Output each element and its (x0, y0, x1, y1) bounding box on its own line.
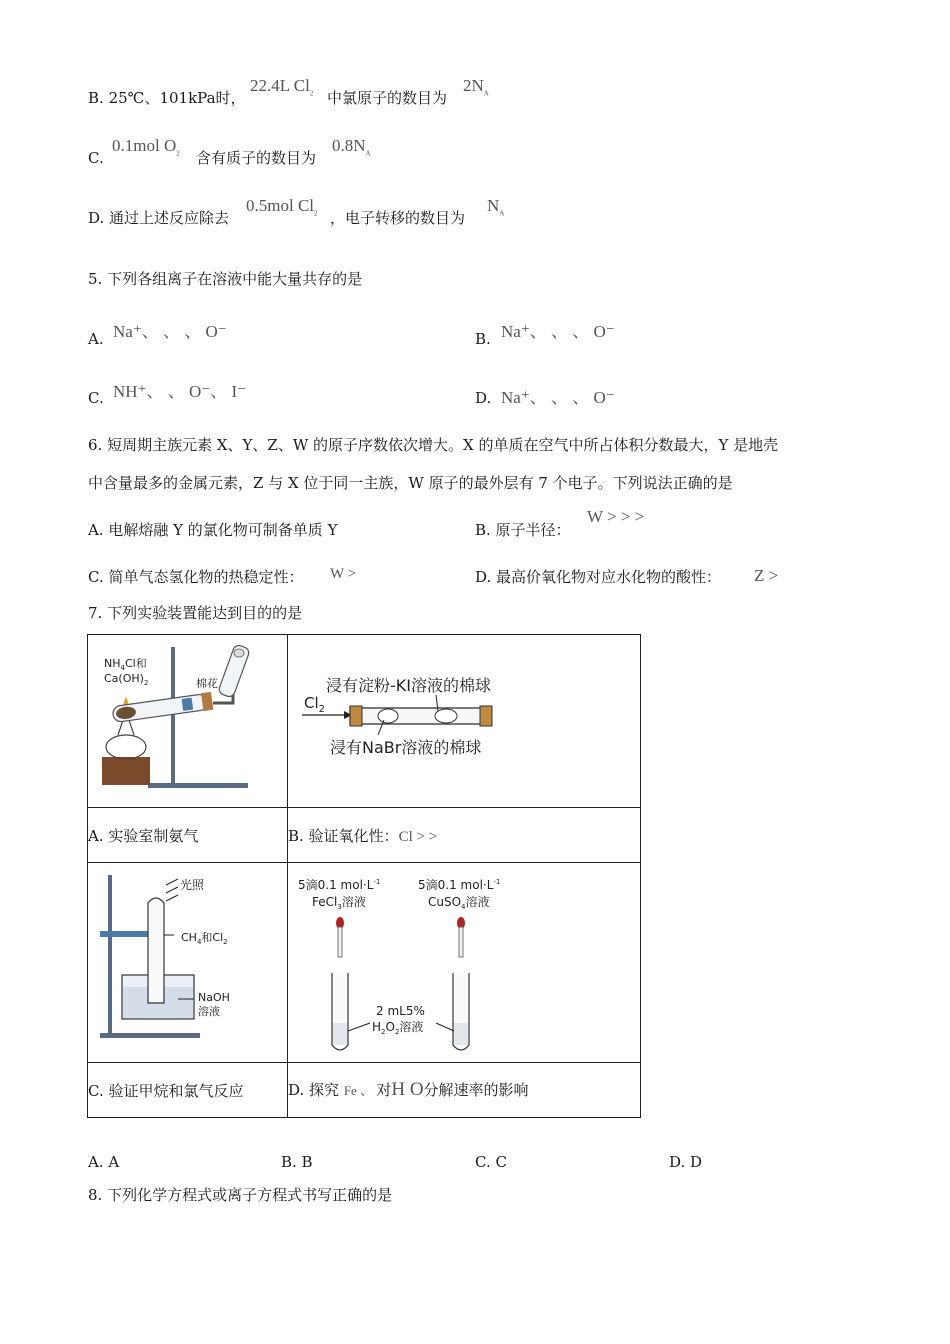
methane-chlorine-figure (88, 863, 287, 1058)
naoh-label: NaOH (198, 991, 230, 1004)
fecl3-drops-label: 5滴0.1 $mol\cdot L^{-1}$ (298, 878, 381, 892)
q5-a-ions: Na⁺、 、 、 O⁻ (113, 322, 227, 341)
cotton-label: 棉花 (196, 677, 218, 690)
gas-mixture-label: $CH_4$和$Cl_2$ (181, 931, 228, 946)
q7-caption-b: B. 验证氧化性：Cl > > (288, 808, 641, 863)
q4-c-formula1: 0.1mol $O_2$ (112, 136, 180, 158)
q7-choice-b: B. B (281, 1153, 313, 1171)
q4-d-mid: ，电子转移的数目为 (330, 209, 466, 227)
reagent-nh4cl: $NH_4Cl$和 (104, 657, 147, 672)
cuso4-label: CuSO$_4$溶液 (428, 895, 490, 911)
cuso4-drops-label: 5滴0.1 $mol\cdot L^{-1}$ (418, 878, 501, 892)
q4-d-formula1: 0.5mol $Cl_2$ (246, 196, 318, 218)
q4-option-d: D. 通过上述反应除去 (88, 209, 230, 227)
q7-figure-c (88, 863, 288, 1063)
q7-stem: 7. 下列实验装置能达到目的的是 (88, 604, 303, 622)
q7-choice-d: D. D (669, 1153, 703, 1171)
h2o2-decomposition-figure (288, 863, 640, 1058)
q4-b-formula2: $2N_A$ (463, 76, 489, 98)
q4-b-mid: 中氯原子的数目为 (327, 89, 448, 107)
q4-d-formula2: $N_A$ (487, 196, 505, 218)
h2o2-amount-label: 2 mL5% (376, 1004, 425, 1018)
q6-c-formula: W > (330, 566, 357, 582)
q5-c-label: C. (88, 389, 104, 407)
q4-option-b: B. 25℃、101kPa时， (88, 89, 246, 107)
q7-figure-a (88, 635, 288, 808)
q4-option-c: C. (88, 149, 104, 167)
light-label: 光照 (180, 878, 205, 892)
q7-choice-a: A. A (88, 1153, 120, 1171)
q5-d-label: D. (475, 389, 492, 407)
ammonia-apparatus-figure (88, 635, 287, 803)
reagent-caoh2: $Ca(OH)_2$ (104, 672, 149, 687)
q5-d-ions: Na⁺、 、 、 O⁻ (501, 388, 615, 407)
q7-caption-a: A. 实验室制氨气 (88, 808, 288, 863)
q7-choice-c: C. C (475, 1153, 507, 1171)
q7-figure-b (288, 635, 641, 808)
q8-stem: 8. 下列化学方程式或离子方程式书写正确的是 (88, 1186, 393, 1204)
q6-stem-line1: 6. 短周期主族元素 X、Y、Z、W 的原子序数依次增大。X 的单质在空气中所占体积分数最大，Y 是地壳 (88, 436, 779, 454)
q7-figure-d (288, 863, 641, 1063)
bottom-cotton-label: 浸有NaBr溶液的棉球 (330, 738, 482, 757)
q7-apparatus-table (87, 634, 641, 1118)
q6-b-formula: W > > > (587, 507, 645, 526)
q7-caption-c: C. 验证甲烷和氯气反应 (88, 1063, 288, 1118)
q5-stem: 5. 下列各组离子在溶液中能大量共存的是 (88, 270, 363, 288)
q7-caption-d: D. 探究 Fe 、 对H O分解速率的影响 (288, 1063, 641, 1118)
q6-d-formula: Z > (754, 566, 779, 585)
q5-b-label: B. (475, 330, 491, 348)
q5-c-ions: NH⁺、 、 O⁻、 I⁻ (113, 382, 247, 401)
solution-label: 溶液 (198, 1005, 220, 1018)
q6-option-b: B. 原子半径： (475, 521, 571, 539)
top-cotton-label: 浸有淀粉-KI溶液的棉球 (326, 676, 491, 695)
q5-b-ions: Na⁺、 、 、 O⁻ (501, 322, 615, 341)
q6-option-d: D. 最高价氧化物对应水化物的酸性： (475, 568, 722, 586)
q4-c-formula2: $0.8N_A$ (332, 136, 371, 158)
q6-stem-line2: 中含量最多的金属元素，Z 与 X 位于同一主族，W 原子的最外层有 7 个电子。下列说法正确的是 (88, 474, 733, 492)
h2o2-label: $H_2O_2$溶液 (372, 1020, 424, 1036)
fecl3-label: FeCl$_3$溶液 (312, 895, 366, 911)
q6-option-a: A. 电解熔融 Y 的氯化物可制备单质 Y (88, 521, 338, 539)
q6-option-c: C. 简单气态氢化物的热稳定性： (88, 568, 304, 586)
q4-b-formula1: 22.4L $Cl_2$ (250, 76, 314, 98)
cl2-inlet-label: $Cl_2$ (304, 694, 326, 715)
halogen-tube-figure (288, 635, 640, 803)
q5-a-label: A. (88, 330, 104, 348)
q4-c-mid: 含有质子的数目为 (196, 149, 317, 167)
